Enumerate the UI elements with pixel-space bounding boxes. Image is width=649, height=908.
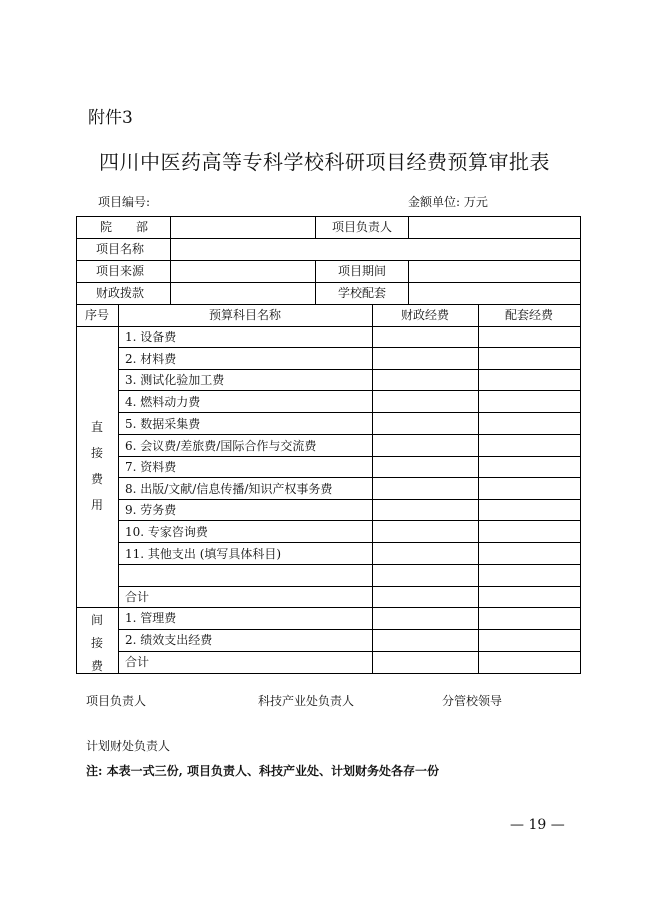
grid-line	[170, 216, 171, 304]
grid-line	[118, 434, 581, 435]
grid-line	[76, 282, 581, 283]
direct-item: 11. 其他支出 (填写具体科目)	[125, 547, 282, 561]
signature-project-leader: 项目负责人	[86, 694, 147, 708]
attachment-label: 附件3	[88, 108, 133, 128]
indirect-item: 2. 绩效支出经费	[125, 633, 213, 647]
form-note: 注: 本表一式三份, 项目负责人、科技产业处、计划财务处各存一份	[86, 764, 439, 778]
fiscal-allocation-label: 财政拨款	[96, 286, 145, 300]
grid-line	[76, 238, 581, 239]
college-label: 院 部	[100, 220, 149, 234]
grid-line	[118, 542, 581, 543]
grid-line	[118, 456, 581, 457]
direct-item: 6. 会议费/差旅费/国际合作与交流费	[125, 439, 317, 453]
indirect-category-char: 费	[90, 659, 103, 673]
direct-category-char: 费	[90, 472, 103, 486]
grid-line	[315, 216, 316, 238]
indirect-category-char: 间	[90, 613, 103, 627]
grid-line	[118, 629, 581, 630]
direct-item: 10. 专家咨询费	[125, 525, 208, 539]
grid-line	[118, 477, 581, 478]
indirect-subtotal: 合计	[125, 655, 150, 669]
direct-item: 2. 材料费	[125, 352, 177, 366]
grid-line	[580, 216, 581, 674]
project-leader-label: 项目负责人	[332, 220, 393, 234]
direct-subtotal: 合计	[125, 590, 150, 604]
grid-line	[76, 304, 581, 305]
grid-line	[118, 520, 581, 521]
header-seq: 序号	[84, 308, 109, 322]
signature-tech-industry-head: 科技产业处负责人	[258, 694, 355, 708]
indirect-item: 1. 管理费	[125, 611, 177, 625]
direct-item: 7. 资料费	[125, 460, 177, 474]
grid-line	[118, 499, 581, 500]
grid-line	[76, 673, 581, 674]
header-fiscal-fund: 财政经费	[400, 308, 449, 322]
project-source-label: 项目来源	[96, 264, 145, 278]
project-number-label: 项目编号:	[98, 195, 151, 209]
project-period-label: 项目期间	[338, 264, 387, 278]
grid-line	[118, 564, 581, 565]
grid-line	[372, 304, 373, 673]
direct-category-char: 用	[90, 498, 103, 512]
grid-line	[76, 326, 581, 327]
direct-item: 1. 设备费	[125, 330, 177, 344]
direct-item: 5. 数据采集费	[125, 417, 201, 431]
grid-line	[478, 304, 479, 673]
direct-item: 8. 出版/文献/信息传播/知识产权事务费	[125, 482, 333, 496]
grid-line	[76, 216, 581, 217]
direct-item: 4. 燃料动力费	[125, 395, 201, 409]
grid-line	[76, 260, 581, 261]
signature-vice-president: 分管校领导	[442, 694, 503, 708]
grid-line	[76, 216, 77, 674]
header-matching-fund: 配套经费	[504, 308, 553, 322]
grid-line	[408, 216, 409, 238]
direct-category-char: 直	[90, 420, 103, 434]
grid-line	[118, 347, 581, 348]
form-title: 四川中医药高等专科学校科研项目经费预算审批表	[99, 150, 550, 174]
grid-line	[408, 260, 409, 304]
grid-line	[118, 651, 581, 652]
grid-line	[315, 260, 316, 304]
school-matching-label: 学校配套	[338, 286, 387, 300]
direct-item: 3. 测试化验加工费	[125, 373, 225, 387]
signature-finance-head: 计划财处负责人	[86, 739, 171, 753]
grid-line	[118, 369, 581, 370]
grid-line	[76, 607, 581, 608]
indirect-category-char: 接	[90, 636, 103, 650]
header-item-name: 预算科目名称	[208, 308, 281, 322]
amount-unit-label: 金额单位: 万元	[408, 195, 488, 209]
grid-line	[118, 304, 119, 673]
project-name-label: 项目名称	[96, 242, 145, 256]
page-number: — 19 —	[510, 817, 565, 833]
grid-line	[118, 390, 581, 391]
grid-line	[118, 412, 581, 413]
direct-category-char: 接	[90, 446, 103, 460]
direct-item: 9. 劳务费	[125, 503, 177, 517]
grid-line	[118, 586, 581, 587]
